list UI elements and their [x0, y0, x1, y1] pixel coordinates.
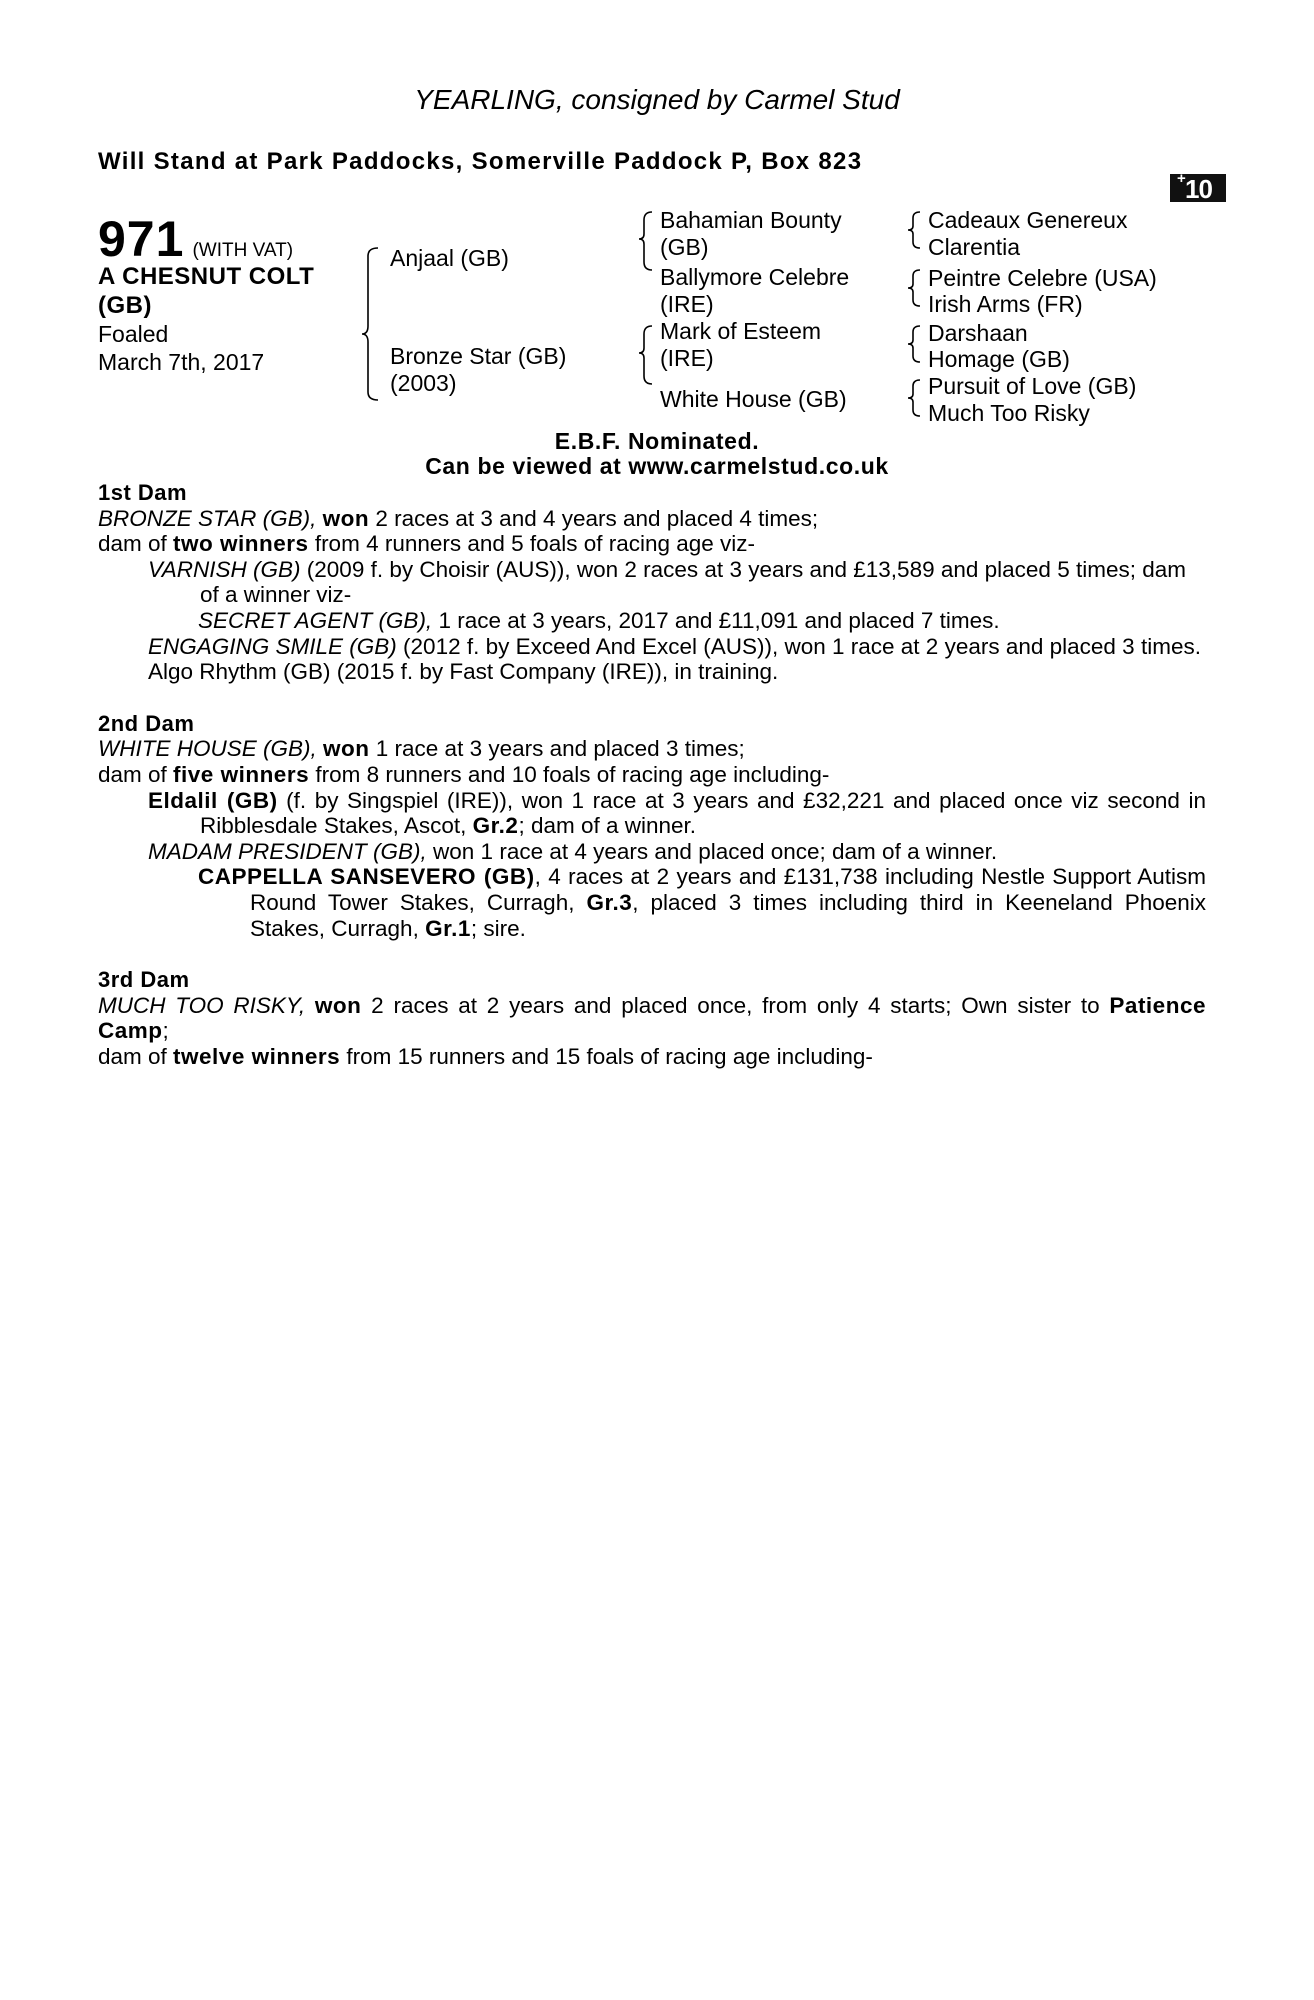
lot-description-line2: (GB)	[98, 292, 152, 319]
pedigree-sd-line1: Ballymore Celebre	[660, 264, 850, 290]
dam3-foals: from 15 runners and 15 foals of racing age including-	[340, 1043, 873, 1069]
dam2-name: WHITE HOUSE (GB),	[98, 736, 317, 762]
dam1-progeny-1a	[98, 608, 1206, 634]
dam1-winners: two winners	[173, 531, 309, 557]
dam1-progeny-1-text: (2009 f. by Choisir (AUS)), won 2 races at 3 years and £13,589 and placed 5 times; dam of a winner viz-	[200, 556, 1186, 608]
dam3-winners: twelve winners	[173, 1043, 341, 1069]
dam1-dam-of: dam of	[98, 531, 174, 557]
pedigree-sd-line2: (IRE)	[660, 291, 714, 317]
pedigree-sire: Anjaal (GB)	[390, 245, 509, 271]
pedigree-sds: Peintre Celebre (USA)	[928, 265, 1157, 291]
pedigree-sire-sire	[660, 207, 842, 261]
dam1-heading: 1st Dam	[98, 480, 188, 505]
pedigree-dam-dam: White House (GB)	[660, 386, 847, 412]
dam1-progeny-1	[98, 557, 1206, 608]
dam2-progeny-2a-name: CAPPELLA SANSEVERO (GB)	[198, 864, 535, 890]
pedigree-ss-line1: Bahamian Bounty	[660, 207, 842, 233]
dam1-name: BRONZE STAR (GB),	[98, 505, 317, 531]
pedigree-ddd: Much Too Risky	[928, 400, 1090, 426]
ebf-note: E.B.F. Nominated.	[554, 428, 760, 454]
dam3-dam-of: dam of	[98, 1043, 174, 1069]
badge-number: 10	[1185, 174, 1212, 204]
dam2-progeny-1-name: Eldalil (GB)	[148, 787, 278, 813]
dam1-progeny-1-name: VARNISH (GB)	[148, 556, 301, 582]
pedigree-dds: Pursuit of Love (GB)	[928, 373, 1137, 399]
pedigree-ssd: Clarentia	[928, 234, 1021, 260]
dam2-progeny-1-end: ; dam of a winner.	[518, 813, 697, 839]
dam1-produce	[98, 531, 1206, 557]
pedigree-dss: Darshaan	[928, 320, 1028, 346]
pedigree-ds-line2: (IRE)	[660, 345, 714, 371]
dam2-progeny-1-grade: Gr.2	[472, 813, 519, 839]
pedigree-dam-sire	[660, 318, 821, 372]
dam1-progeny-2	[98, 634, 1206, 660]
dam2-progeny-1	[98, 788, 1206, 839]
dam2-progeny-2a-end: ; sire.	[470, 915, 526, 941]
pedigree-ds-line1: Mark of Esteem	[660, 318, 822, 344]
pedigree-ss-line2: (GB)	[660, 234, 709, 260]
stand-location: Will Stand at Park Paddocks, Somerville Paddock P, Box 823	[98, 148, 863, 175]
pedigree-dam-name: Bronze Star (GB)	[390, 343, 567, 369]
catalogue-body	[98, 480, 1206, 1069]
lot-description-line1: A CHESNUT COLT	[98, 263, 315, 290]
dam2-progeny-2a-grade1: Gr.3	[586, 889, 633, 915]
dam2-progeny-1-text: (f. by Singspiel (IRE)), won 1 race at 3 years and £32,221 and placed once viz second in Ribblesdale Stakes, Ascot,	[200, 787, 1206, 839]
pedigree-sire-dam	[660, 264, 849, 318]
dam2-record-text: 1 race at 3 years and placed 3 times;	[369, 736, 745, 762]
dam2-dam-of: dam of	[98, 761, 174, 787]
dam3-produce	[98, 1044, 1206, 1070]
dam2-progeny-2a-text: , 4 races at 2 years and £131,738 including Nestle Support Autism Round Tower Stakes, Curragh,	[250, 864, 1206, 915]
dam3-record	[98, 993, 1206, 1044]
consignment-title: YEARLING, consigned by Carmel Stud	[414, 84, 900, 115]
dam3-won: won	[314, 992, 362, 1018]
foaled-label: Foaled	[98, 321, 169, 347]
badge-plus: +	[1177, 170, 1186, 187]
dam2-heading: 2nd Dam	[98, 710, 195, 736]
dam2-record	[98, 736, 1206, 762]
dam1-progeny-3: Algo Rhythm (GB) (2015 f. by Fast Company (IRE)), in training.	[148, 659, 779, 685]
dam1-progeny-2-text: (2012 f. by Exceed And Excel (AUS)), won 1 race at 2 years and placed 3 times.	[396, 633, 1201, 659]
dam1-progeny-2-name: ENGAGING SMILE (GB)	[148, 633, 397, 659]
dam2-progeny-2a	[98, 864, 1206, 941]
dam2-progeny-2-text: won 1 race at 4 years and placed once; dam of a winner.	[426, 838, 998, 864]
dam3-heading: 3rd Dam	[98, 967, 190, 993]
foaled-date: March 7th, 2017	[98, 349, 265, 375]
dam2-winners: five winners	[173, 761, 310, 787]
dam1-won: won	[322, 505, 370, 531]
pedigree-sdd: Irish Arms (FR)	[928, 291, 1083, 317]
dam3-sister-end: ;	[162, 1018, 169, 1044]
dam1-record	[98, 506, 1206, 532]
dam2-produce	[98, 762, 1206, 788]
pedigree-sss: Cadeaux Genereux	[928, 207, 1128, 233]
dam2-progeny-2-name: MADAM PRESIDENT (GB),	[148, 838, 427, 864]
viewing-note: Can be viewed at www.carmelstud.co.uk	[425, 453, 889, 479]
dam1-record-text: 2 races at 3 and 4 years and placed 4 times;	[369, 505, 819, 531]
dam3-record-text: 2 races at 2 years and placed once, from only 4 starts; Own sister to	[361, 992, 1110, 1018]
lot-number: 971	[98, 211, 185, 267]
pedigree-dam	[390, 343, 566, 397]
dam2-progeny-2a-text2: , placed 3 times including third in Keeneland Phoenix Stakes, Curragh,	[250, 889, 1207, 941]
dam1-progeny-1a-text: 1 race at 3 years, 2017 and £11,091 and placed 7 times.	[432, 607, 1000, 633]
dam2-progeny-2	[98, 839, 1206, 865]
dam2-won: won	[323, 736, 370, 762]
pedigree-dsd: Homage (GB)	[928, 346, 1070, 372]
dam2-progeny-2a-grade2: Gr.1	[425, 915, 471, 941]
dam1-progeny-1a-name: SECRET AGENT (GB),	[198, 607, 433, 633]
dam2-foals: from 8 runners and 10 foals of racing age including-	[309, 761, 830, 787]
dam3-name: MUCH TOO RISKY,	[98, 992, 306, 1018]
vat-note: (WITH VAT)	[192, 240, 294, 261]
dam1-foals: from 4 runners and 5 foals of racing age viz-	[308, 531, 756, 557]
pedigree-dam-year: (2003)	[390, 370, 457, 396]
dam3-sister: Patience Camp	[98, 992, 1206, 1044]
